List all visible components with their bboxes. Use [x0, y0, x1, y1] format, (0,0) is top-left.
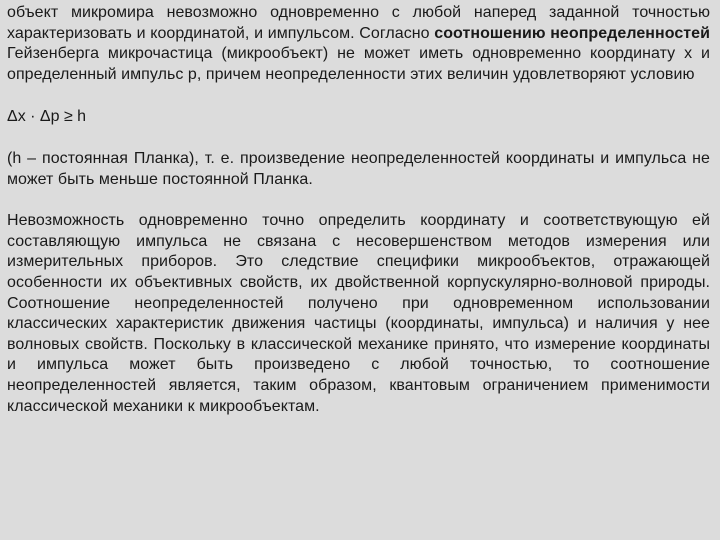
explanation-paragraph: Невозможность одновременно точно определить координату и соответствующую ей составляющую импульса не связана с несовершенством методов измерения или измерительных приборов. Это следствие специфики микрообъектов, отражающей особенности их объективных свойств, их двойственной корпускулярно-волновой природы. Соотношение неопределенностей получено при одновременном использовании классических характеристик движения частицы (координаты, импульса) и наличия у нее волновых свойств. Поскольку в классической механике принято, что измерение координаты и импульса может быть произведено с любой точностью, то соотношение неопределенностей является, таким образом, квантовым ограничением применимости классической механики к микрообъектам. — [7, 212, 710, 415]
planck-note-paragraph: (h – постоянная Планка), т. е. произведение неопределенностей координаты и импульса не может быть меньше постоянной Планка. — [7, 149, 710, 188]
bold-term-uncertainty-relation: соотношению неопределенностей — [434, 24, 710, 42]
uncertainty-formula: Δx · Δp ≥ h — [7, 108, 87, 126]
intro-text-after: Гейзенберга микрочастица (микрообъект) не может иметь одновременно координату x и определенный импульс p, причем неопределенности этих величин удовлетворяют условию — [7, 45, 710, 83]
intro-text-before: объект микромира невозможно одновременно с любой наперед заданной точностью характеризовать и координатой, и импульсом. Согласно — [7, 4, 710, 42]
intro-paragraph — [7, 3, 710, 85]
